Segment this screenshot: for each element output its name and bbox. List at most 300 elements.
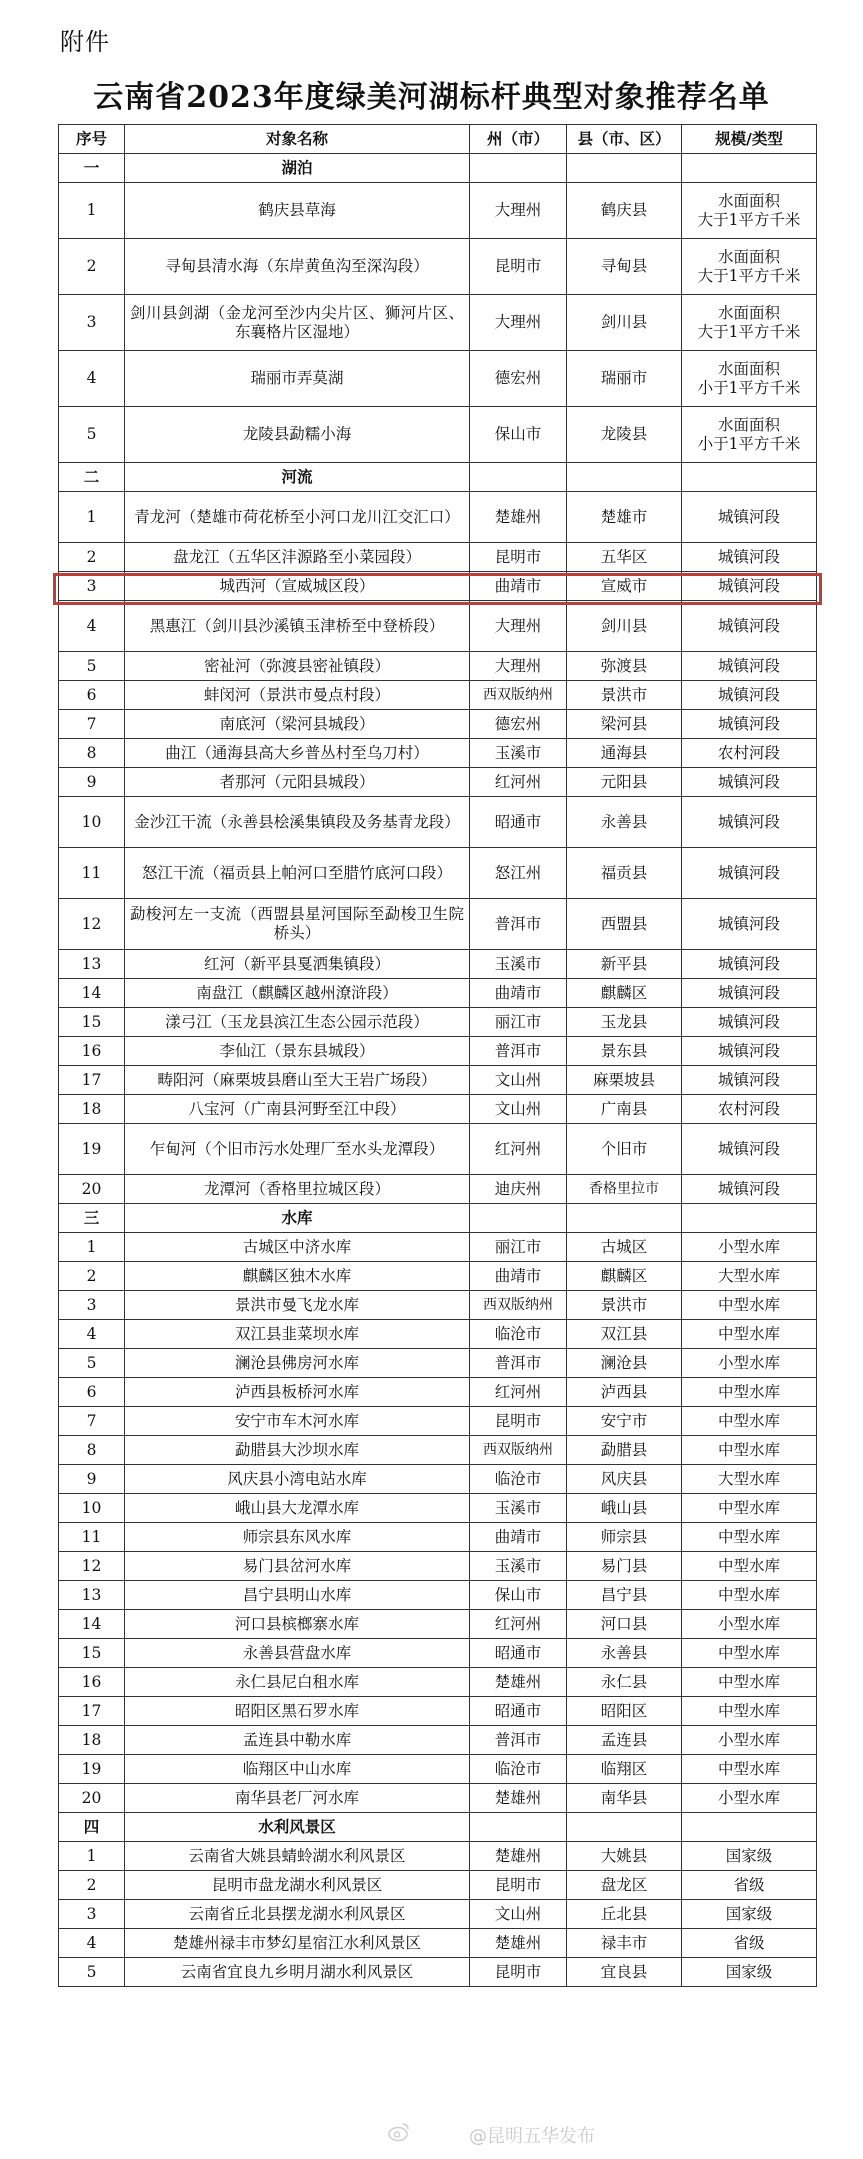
county-cell: 安宁市 bbox=[567, 1407, 682, 1436]
object-name: 金沙江干流（永善县桧溪集镇段及务基青龙段） bbox=[125, 797, 470, 848]
row-number: 1 bbox=[59, 492, 125, 543]
section-row bbox=[59, 1813, 817, 1842]
table-row bbox=[59, 1581, 817, 1610]
table-row bbox=[59, 572, 817, 601]
row-number: 8 bbox=[59, 1436, 125, 1465]
scale-cell: 大型水库 bbox=[682, 1465, 817, 1494]
scale-cell: 中型水库 bbox=[682, 1523, 817, 1552]
section-county bbox=[567, 463, 682, 492]
scale-cell: 城镇河段 bbox=[682, 1175, 817, 1204]
scale-cell: 城镇河段 bbox=[682, 572, 817, 601]
row-number: 16 bbox=[59, 1037, 125, 1066]
object-name: 泸西县板桥河水库 bbox=[125, 1378, 470, 1407]
object-name: 易门县岔河水库 bbox=[125, 1552, 470, 1581]
scale-cell: 国家级 bbox=[682, 1900, 817, 1929]
object-name: 畴阳河（麻栗坡县磨山至大王岩广场段） bbox=[125, 1066, 470, 1095]
object-name: 龙陵县勐糯小海 bbox=[125, 407, 470, 463]
county-cell: 孟连县 bbox=[567, 1726, 682, 1755]
city-cell: 丽江市 bbox=[470, 1008, 567, 1037]
table-row bbox=[59, 492, 817, 543]
county-cell: 香格里拉市 bbox=[567, 1175, 682, 1204]
object-name: 曲江（通海县高大乡普丛村至乌刀村） bbox=[125, 739, 470, 768]
city-cell: 楚雄州 bbox=[470, 1784, 567, 1813]
city-cell: 曲靖市 bbox=[470, 979, 567, 1008]
county-cell: 景洪市 bbox=[567, 681, 682, 710]
scale-cell: 城镇河段 bbox=[682, 1124, 817, 1175]
scale-cell: 小型水库 bbox=[682, 1726, 817, 1755]
object-name: 寻甸县清水海（东岸黄鱼沟至深沟段） bbox=[125, 239, 470, 295]
county-cell: 大姚县 bbox=[567, 1842, 682, 1871]
object-name: 城西河（宣威城区段） bbox=[125, 572, 470, 601]
scale-cell: 小型水库 bbox=[682, 1610, 817, 1639]
object-name: 红河（新平县戛洒集镇段） bbox=[125, 950, 470, 979]
table-row bbox=[59, 407, 817, 463]
row-number: 2 bbox=[59, 1262, 125, 1291]
county-cell: 麒麟区 bbox=[567, 979, 682, 1008]
object-name: 八宝河（广南县河野至江中段） bbox=[125, 1095, 470, 1124]
city-cell: 大理州 bbox=[470, 601, 567, 652]
scale-cell: 中型水库 bbox=[682, 1755, 817, 1784]
table-row bbox=[59, 848, 817, 899]
city-cell: 临沧市 bbox=[470, 1755, 567, 1784]
row-number: 1 bbox=[59, 1842, 125, 1871]
scale-cell: 省级 bbox=[682, 1929, 817, 1958]
scale-cell: 城镇河段 bbox=[682, 848, 817, 899]
table-row bbox=[59, 1175, 817, 1204]
row-number: 5 bbox=[59, 407, 125, 463]
scale-cell: 中型水库 bbox=[682, 1378, 817, 1407]
table-row bbox=[59, 295, 817, 351]
table-row bbox=[59, 1494, 817, 1523]
row-number: 18 bbox=[59, 1726, 125, 1755]
table-row bbox=[59, 1066, 817, 1095]
city-cell: 西双版纳州 bbox=[470, 681, 567, 710]
table-row bbox=[59, 1349, 817, 1378]
row-number: 20 bbox=[59, 1175, 125, 1204]
scale-cell: 中型水库 bbox=[682, 1639, 817, 1668]
table-row bbox=[59, 1929, 817, 1958]
city-cell: 玉溪市 bbox=[470, 1552, 567, 1581]
city-cell: 文山州 bbox=[470, 1066, 567, 1095]
county-cell: 五华区 bbox=[567, 543, 682, 572]
section-number: 四 bbox=[59, 1813, 125, 1842]
row-number: 17 bbox=[59, 1697, 125, 1726]
county-cell: 永善县 bbox=[567, 1639, 682, 1668]
city-cell: 怒江州 bbox=[470, 848, 567, 899]
county-cell: 麒麟区 bbox=[567, 1262, 682, 1291]
object-name: 安宁市车木河水库 bbox=[125, 1407, 470, 1436]
city-cell: 普洱市 bbox=[470, 899, 567, 950]
county-cell: 易门县 bbox=[567, 1552, 682, 1581]
object-name: 师宗县东风水库 bbox=[125, 1523, 470, 1552]
object-name: 昭阳区黑石罗水库 bbox=[125, 1697, 470, 1726]
object-name: 景洪市曼飞龙水库 bbox=[125, 1291, 470, 1320]
scale-cell: 水面面积 小于1平方千米 bbox=[682, 351, 817, 407]
city-cell: 文山州 bbox=[470, 1900, 567, 1929]
table-row bbox=[59, 1465, 817, 1494]
county-cell: 永仁县 bbox=[567, 1668, 682, 1697]
row-number: 12 bbox=[59, 899, 125, 950]
row-number: 9 bbox=[59, 1465, 125, 1494]
object-name: 李仙江（景东县城段） bbox=[125, 1037, 470, 1066]
object-name: 剑川县剑湖（金龙河至沙内尖片区、狮河片区、东襄格片区湿地） bbox=[125, 295, 470, 351]
object-name: 楚雄州禄丰市梦幻星宿江水利风景区 bbox=[125, 1929, 470, 1958]
city-cell: 曲靖市 bbox=[470, 1523, 567, 1552]
table-row bbox=[59, 768, 817, 797]
city-cell: 临沧市 bbox=[470, 1465, 567, 1494]
county-cell: 勐腊县 bbox=[567, 1436, 682, 1465]
object-name: 双江县韭菜坝水库 bbox=[125, 1320, 470, 1349]
table-row bbox=[59, 183, 817, 239]
scale-cell: 城镇河段 bbox=[682, 492, 817, 543]
county-cell: 宜良县 bbox=[567, 1958, 682, 1987]
row-number: 6 bbox=[59, 681, 125, 710]
section-row bbox=[59, 1204, 817, 1233]
table-row bbox=[59, 1639, 817, 1668]
city-cell: 西双版纳州 bbox=[470, 1291, 567, 1320]
table-row bbox=[59, 797, 817, 848]
city-cell: 楚雄州 bbox=[470, 492, 567, 543]
object-name: 云南省丘北县摆龙湖水利风景区 bbox=[125, 1900, 470, 1929]
county-cell: 弥渡县 bbox=[567, 652, 682, 681]
scale-cell: 中型水库 bbox=[682, 1407, 817, 1436]
city-cell: 楚雄州 bbox=[470, 1842, 567, 1871]
city-cell: 普洱市 bbox=[470, 1037, 567, 1066]
table-row bbox=[59, 1784, 817, 1813]
table-row bbox=[59, 239, 817, 295]
table-row bbox=[59, 1378, 817, 1407]
section-name: 水库 bbox=[125, 1204, 470, 1233]
county-cell: 通海县 bbox=[567, 739, 682, 768]
object-name: 者那河（元阳县城段） bbox=[125, 768, 470, 797]
watermark-text: @昆明五华发布 bbox=[469, 2126, 595, 2147]
object-name: 鹤庆县草海 bbox=[125, 183, 470, 239]
table-row bbox=[59, 1842, 817, 1871]
row-number: 19 bbox=[59, 1124, 125, 1175]
table-row bbox=[59, 681, 817, 710]
table-row bbox=[59, 1124, 817, 1175]
city-cell: 迪庆州 bbox=[470, 1175, 567, 1204]
object-name: 孟连县中勒水库 bbox=[125, 1726, 470, 1755]
city-cell: 红河州 bbox=[470, 1124, 567, 1175]
object-name: 永仁县尼白租水库 bbox=[125, 1668, 470, 1697]
section-name: 河流 bbox=[125, 463, 470, 492]
city-cell: 昆明市 bbox=[470, 239, 567, 295]
county-cell: 个旧市 bbox=[567, 1124, 682, 1175]
table-row bbox=[59, 1958, 817, 1987]
section-city bbox=[470, 463, 567, 492]
scale-cell: 城镇河段 bbox=[682, 768, 817, 797]
scale-cell: 中型水库 bbox=[682, 1552, 817, 1581]
scale-cell: 城镇河段 bbox=[682, 1037, 817, 1066]
county-cell: 福贡县 bbox=[567, 848, 682, 899]
county-cell: 南华县 bbox=[567, 1784, 682, 1813]
object-name: 密祉河（弥渡县密祉镇段） bbox=[125, 652, 470, 681]
scale-cell: 农村河段 bbox=[682, 739, 817, 768]
row-number: 4 bbox=[59, 351, 125, 407]
county-cell: 双江县 bbox=[567, 1320, 682, 1349]
scale-cell: 农村河段 bbox=[682, 1095, 817, 1124]
city-cell: 红河州 bbox=[470, 1610, 567, 1639]
table-row bbox=[59, 543, 817, 572]
row-number: 18 bbox=[59, 1095, 125, 1124]
row-number: 2 bbox=[59, 1871, 125, 1900]
section-number: 二 bbox=[59, 463, 125, 492]
scale-cell: 小型水库 bbox=[682, 1784, 817, 1813]
table-row bbox=[59, 950, 817, 979]
table-row bbox=[59, 1291, 817, 1320]
table-row bbox=[59, 1523, 817, 1552]
section-county bbox=[567, 1813, 682, 1842]
county-cell: 宣威市 bbox=[567, 572, 682, 601]
scale-cell: 大型水库 bbox=[682, 1262, 817, 1291]
county-cell: 禄丰市 bbox=[567, 1929, 682, 1958]
table-row bbox=[59, 1320, 817, 1349]
city-cell: 昆明市 bbox=[470, 1958, 567, 1987]
city-cell: 玉溪市 bbox=[470, 739, 567, 768]
row-number: 6 bbox=[59, 1378, 125, 1407]
table-row bbox=[59, 1552, 817, 1581]
row-number: 5 bbox=[59, 1958, 125, 1987]
county-cell: 鹤庆县 bbox=[567, 183, 682, 239]
object-name: 盘龙江（五华区沣源路至小菜园段） bbox=[125, 543, 470, 572]
row-number: 4 bbox=[59, 1320, 125, 1349]
section-city bbox=[470, 1204, 567, 1233]
city-cell: 楚雄州 bbox=[470, 1929, 567, 1958]
object-name: 蚌闵河（景洪市曼点村段） bbox=[125, 681, 470, 710]
table-row bbox=[59, 1095, 817, 1124]
city-cell: 丽江市 bbox=[470, 1233, 567, 1262]
city-cell: 昭通市 bbox=[470, 1697, 567, 1726]
county-cell: 梁河县 bbox=[567, 710, 682, 739]
county-cell: 元阳县 bbox=[567, 768, 682, 797]
object-name: 瑞丽市弄莫湖 bbox=[125, 351, 470, 407]
table-row bbox=[59, 1726, 817, 1755]
scale-cell: 中型水库 bbox=[682, 1668, 817, 1697]
county-cell: 景东县 bbox=[567, 1037, 682, 1066]
scale-cell: 城镇河段 bbox=[682, 601, 817, 652]
row-number: 15 bbox=[59, 1639, 125, 1668]
row-number: 2 bbox=[59, 239, 125, 295]
county-cell: 玉龙县 bbox=[567, 1008, 682, 1037]
scale-cell: 水面面积 大于1平方千米 bbox=[682, 239, 817, 295]
row-number: 1 bbox=[59, 1233, 125, 1262]
row-number: 17 bbox=[59, 1066, 125, 1095]
city-cell: 普洱市 bbox=[470, 1726, 567, 1755]
row-number: 5 bbox=[59, 652, 125, 681]
row-number: 11 bbox=[59, 848, 125, 899]
county-cell: 师宗县 bbox=[567, 1523, 682, 1552]
row-number: 5 bbox=[59, 1349, 125, 1378]
scale-cell: 国家级 bbox=[682, 1842, 817, 1871]
city-cell: 曲靖市 bbox=[470, 1262, 567, 1291]
county-cell: 临翔区 bbox=[567, 1755, 682, 1784]
row-number: 20 bbox=[59, 1784, 125, 1813]
county-cell: 盘龙区 bbox=[567, 1871, 682, 1900]
city-cell: 红河州 bbox=[470, 1378, 567, 1407]
table-row bbox=[59, 710, 817, 739]
object-name: 云南省大姚县蜻蛉湖水利风景区 bbox=[125, 1842, 470, 1871]
county-cell: 新平县 bbox=[567, 950, 682, 979]
header-name: 对象名称 bbox=[125, 125, 470, 154]
city-cell: 昆明市 bbox=[470, 1407, 567, 1436]
table-body bbox=[59, 154, 817, 1987]
table-row bbox=[59, 1871, 817, 1900]
row-number: 11 bbox=[59, 1523, 125, 1552]
table-row bbox=[59, 1436, 817, 1465]
county-cell: 楚雄市 bbox=[567, 492, 682, 543]
county-cell: 剑川县 bbox=[567, 295, 682, 351]
city-cell: 保山市 bbox=[470, 407, 567, 463]
section-scale bbox=[682, 463, 817, 492]
section-number: 一 bbox=[59, 154, 125, 183]
scale-cell: 城镇河段 bbox=[682, 797, 817, 848]
section-scale bbox=[682, 154, 817, 183]
city-cell: 普洱市 bbox=[470, 1349, 567, 1378]
county-cell: 剑川县 bbox=[567, 601, 682, 652]
row-number: 12 bbox=[59, 1552, 125, 1581]
row-number: 3 bbox=[59, 572, 125, 601]
object-name: 峨山县大龙潭水库 bbox=[125, 1494, 470, 1523]
object-name: 麒麟区独木水库 bbox=[125, 1262, 470, 1291]
object-name: 临翔区中山水库 bbox=[125, 1755, 470, 1784]
scale-cell: 城镇河段 bbox=[682, 899, 817, 950]
section-county bbox=[567, 154, 682, 183]
object-name: 风庆县小湾电站水库 bbox=[125, 1465, 470, 1494]
object-name: 昌宁县明山水库 bbox=[125, 1581, 470, 1610]
row-number: 15 bbox=[59, 1008, 125, 1037]
section-scale bbox=[682, 1204, 817, 1233]
row-number: 10 bbox=[59, 1494, 125, 1523]
row-number: 7 bbox=[59, 1407, 125, 1436]
city-cell: 昭通市 bbox=[470, 1639, 567, 1668]
recommendation-table bbox=[58, 124, 817, 1987]
county-cell: 寻甸县 bbox=[567, 239, 682, 295]
table-row bbox=[59, 1900, 817, 1929]
scale-cell: 中型水库 bbox=[682, 1291, 817, 1320]
table-row bbox=[59, 1668, 817, 1697]
table-row bbox=[59, 899, 817, 950]
object-name: 南华县老厂河水库 bbox=[125, 1784, 470, 1813]
county-cell: 昭阳区 bbox=[567, 1697, 682, 1726]
scale-cell: 小型水库 bbox=[682, 1349, 817, 1378]
city-cell: 文山州 bbox=[470, 1095, 567, 1124]
section-row bbox=[59, 463, 817, 492]
table-row bbox=[59, 351, 817, 407]
scale-cell: 中型水库 bbox=[682, 1436, 817, 1465]
scale-cell: 城镇河段 bbox=[682, 950, 817, 979]
object-name: 黑惠江（剑川县沙溪镇玉津桥至中登桥段） bbox=[125, 601, 470, 652]
header-county: 县（市、区） bbox=[567, 125, 682, 154]
object-name: 古城区中济水库 bbox=[125, 1233, 470, 1262]
object-name: 南底河（梁河县城段） bbox=[125, 710, 470, 739]
object-name: 怒江干流（福贡县上帕河口至腊竹底河口段） bbox=[125, 848, 470, 899]
table-row bbox=[59, 1407, 817, 1436]
table-row bbox=[59, 1610, 817, 1639]
county-cell: 景洪市 bbox=[567, 1291, 682, 1320]
scale-cell: 中型水库 bbox=[682, 1320, 817, 1349]
document-title: 云南省2023年度绿美河湖标杆典型对象推荐名单 bbox=[93, 80, 770, 115]
header-no: 序号 bbox=[59, 125, 125, 154]
section-county bbox=[567, 1204, 682, 1233]
row-number: 8 bbox=[59, 739, 125, 768]
county-cell: 澜沧县 bbox=[567, 1349, 682, 1378]
county-cell: 广南县 bbox=[567, 1095, 682, 1124]
city-cell: 曲靖市 bbox=[470, 572, 567, 601]
city-cell: 德宏州 bbox=[470, 351, 567, 407]
row-number: 16 bbox=[59, 1668, 125, 1697]
object-name: 河口县槟榔寨水库 bbox=[125, 1610, 470, 1639]
city-cell: 昆明市 bbox=[470, 543, 567, 572]
attachment-label: 附件 bbox=[60, 28, 110, 56]
scale-cell: 中型水库 bbox=[682, 1697, 817, 1726]
section-row bbox=[59, 154, 817, 183]
object-name: 永善县营盘水库 bbox=[125, 1639, 470, 1668]
row-number: 3 bbox=[59, 295, 125, 351]
object-name: 昆明市盘龙湖水利风景区 bbox=[125, 1871, 470, 1900]
table-row bbox=[59, 1697, 817, 1726]
section-name: 湖泊 bbox=[125, 154, 470, 183]
object-name: 勐梭河左一支流（西盟县星河国际至勐梭卫生院桥头） bbox=[125, 899, 470, 950]
scale-cell: 国家级 bbox=[682, 1958, 817, 1987]
object-name: 勐腊县大沙坝水库 bbox=[125, 1436, 470, 1465]
county-cell: 龙陵县 bbox=[567, 407, 682, 463]
city-cell: 红河州 bbox=[470, 768, 567, 797]
scale-cell: 城镇河段 bbox=[682, 543, 817, 572]
table-row bbox=[59, 1233, 817, 1262]
scale-cell: 小型水库 bbox=[682, 1233, 817, 1262]
scale-cell: 城镇河段 bbox=[682, 1008, 817, 1037]
scale-cell: 城镇河段 bbox=[682, 681, 817, 710]
table-row bbox=[59, 1262, 817, 1291]
table-header-row bbox=[59, 125, 817, 154]
city-cell: 昆明市 bbox=[470, 1871, 567, 1900]
row-number: 3 bbox=[59, 1900, 125, 1929]
county-cell: 丘北县 bbox=[567, 1900, 682, 1929]
section-name: 水利风景区 bbox=[125, 1813, 470, 1842]
object-name: 南盘江（麒麟区越州潦浒段） bbox=[125, 979, 470, 1008]
city-cell: 玉溪市 bbox=[470, 950, 567, 979]
scale-cell: 中型水库 bbox=[682, 1494, 817, 1523]
county-cell: 泸西县 bbox=[567, 1378, 682, 1407]
city-cell: 楚雄州 bbox=[470, 1668, 567, 1697]
county-cell: 昌宁县 bbox=[567, 1581, 682, 1610]
city-cell: 德宏州 bbox=[470, 710, 567, 739]
city-cell: 大理州 bbox=[470, 652, 567, 681]
table-row bbox=[59, 1008, 817, 1037]
city-cell: 临沧市 bbox=[470, 1320, 567, 1349]
row-number: 10 bbox=[59, 797, 125, 848]
county-cell: 古城区 bbox=[567, 1233, 682, 1262]
scale-cell: 城镇河段 bbox=[682, 710, 817, 739]
table-row bbox=[59, 1037, 817, 1066]
object-name: 乍甸河（个旧市污水处理厂至水头龙潭段） bbox=[125, 1124, 470, 1175]
section-city bbox=[470, 154, 567, 183]
table-row bbox=[59, 652, 817, 681]
row-number: 19 bbox=[59, 1755, 125, 1784]
county-cell: 风庆县 bbox=[567, 1465, 682, 1494]
table-row bbox=[59, 1755, 817, 1784]
city-cell: 大理州 bbox=[470, 295, 567, 351]
row-number: 14 bbox=[59, 979, 125, 1008]
row-number: 7 bbox=[59, 710, 125, 739]
section-number: 三 bbox=[59, 1204, 125, 1233]
county-cell: 西盟县 bbox=[567, 899, 682, 950]
row-number: 2 bbox=[59, 543, 125, 572]
county-cell: 瑞丽市 bbox=[567, 351, 682, 407]
row-number: 14 bbox=[59, 1610, 125, 1639]
table-row bbox=[59, 601, 817, 652]
